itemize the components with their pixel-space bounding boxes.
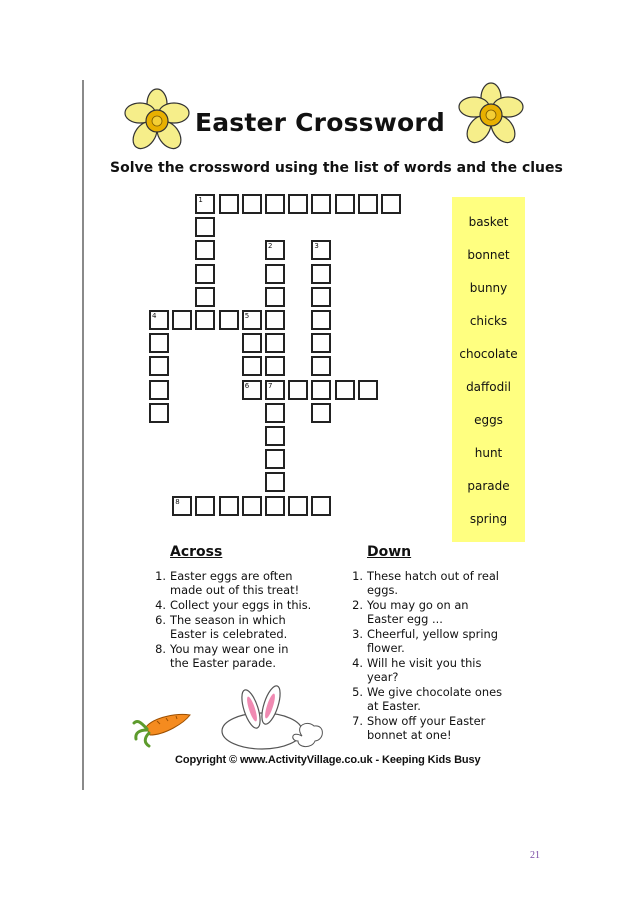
down-clue-text: flower. (367, 641, 405, 655)
crossword-cell (265, 333, 285, 353)
word-list-item: chocolate (459, 347, 518, 361)
bunny-icon (214, 678, 326, 752)
down-clue-number: 2. (352, 598, 363, 612)
crossword-cell (265, 426, 285, 446)
crossword-cell (219, 194, 239, 214)
crossword-cell (265, 496, 285, 516)
down-clue-text: Easter egg ... (367, 612, 443, 626)
crossword-number: 6 (244, 381, 250, 390)
down-clue-text: eggs. (367, 583, 399, 597)
down-clue-text: Show off your Easter (367, 714, 486, 728)
crossword-cell (311, 403, 331, 423)
crossword-cell (242, 356, 262, 376)
crossword-cell (149, 333, 169, 353)
crossword-cell (242, 194, 262, 214)
across-clue-text: Easter eggs are often (170, 569, 293, 583)
down-clue-text: We give chocolate ones (367, 685, 503, 699)
crossword-cell (195, 287, 215, 307)
crossword-number: 3 (314, 242, 319, 251)
down-heading: Down (367, 544, 412, 560)
word-list-item: hunt (474, 446, 503, 460)
crossword-cell (219, 496, 239, 516)
word-list-item: eggs (474, 413, 503, 427)
crossword-cell (311, 356, 331, 376)
crossword-cell (358, 380, 378, 400)
crossword-cell (381, 194, 401, 214)
crossword-cell (265, 194, 285, 214)
across-clue-text: You may wear one in (170, 642, 289, 656)
crossword-cell (358, 194, 378, 214)
word-list-item: bunny (469, 281, 508, 295)
down-clue-text: Will he visit you this (367, 656, 482, 670)
crossword-number: 5 (244, 312, 250, 320)
crossword-cell (265, 356, 285, 376)
across-clue-number: 8. (155, 642, 166, 656)
copyright-text: Copyright © www.ActivityVillage.co.uk - Keeping Kids Busy (175, 754, 481, 766)
across-clue-text: Collect your eggs in this. (170, 598, 312, 612)
crossword-cell (149, 380, 169, 400)
crossword-cell (311, 264, 331, 284)
crossword-cell (195, 496, 215, 516)
across-clue-text: Easter is celebrated. (170, 627, 288, 641)
crossword-cell (335, 194, 355, 214)
crossword-cell (242, 496, 262, 516)
down-clue-text: at Easter. (367, 699, 421, 713)
word-list-item: daffodil (466, 380, 511, 394)
word-list-item: parade (467, 479, 510, 493)
crossword-cell (172, 310, 192, 330)
crossword-cell (149, 356, 169, 376)
across-heading: Across (170, 544, 223, 560)
crossword-number: 1 (198, 196, 203, 204)
crossword-cell (335, 380, 355, 400)
across-clue-number: 6. (155, 613, 166, 627)
word-list-panel (452, 197, 525, 542)
across-clue-number: 1. (155, 569, 166, 583)
down-clue-text: You may go on an (367, 598, 469, 612)
crossword-cell (195, 217, 215, 237)
page-number: 21 (530, 850, 540, 861)
crossword-cell (149, 403, 169, 423)
across-clue-number: 4. (155, 598, 166, 612)
crossword-cell (265, 403, 285, 423)
crossword-cell (265, 449, 285, 469)
across-clue-text: The season in which (170, 613, 286, 627)
crossword-number: 7 (268, 381, 273, 390)
crossword-cell (311, 310, 331, 330)
crossword-cell (311, 287, 331, 307)
word-list-item: bonnet (467, 248, 510, 262)
crossword-number: 2 (268, 242, 273, 251)
crossword-cell (288, 194, 308, 214)
crossword-cell (195, 310, 215, 330)
down-clue-text: Cheerful, yellow spring (367, 627, 498, 641)
crossword-cell (311, 194, 331, 214)
crossword-cell (311, 380, 331, 400)
crossword-cell (288, 496, 308, 516)
crossword-cell (265, 287, 285, 307)
crossword-cell (242, 333, 262, 353)
down-clue-number: 7. (352, 714, 363, 728)
down-clue-number: 5. (352, 685, 363, 699)
down-clue-text: year? (367, 670, 399, 684)
crossword-cell (195, 264, 215, 284)
word-list-item: spring (469, 512, 508, 526)
crossword-number: 8 (175, 497, 180, 506)
across-clue-text: the Easter parade. (170, 656, 276, 670)
across-clue-text: made out of this treat! (170, 583, 300, 597)
across-clues (150, 545, 325, 675)
crossword-number: 4 (152, 312, 157, 320)
down-clue-text: bonnet at one! (367, 728, 452, 742)
down-clue-number: 3. (352, 627, 363, 641)
carrot-icon (132, 705, 194, 749)
crossword-cell (265, 310, 285, 330)
crossword-cell (195, 240, 215, 260)
page-subtitle: Solve the crossword using the list of words and the clues (110, 160, 563, 176)
down-clue-number: 4. (352, 656, 363, 670)
word-list-item: basket (468, 215, 509, 229)
crossword-cell (311, 333, 331, 353)
down-clue-text: These hatch out of real (367, 569, 499, 583)
word-list-item: chicks (469, 314, 508, 328)
crossword-cell (265, 264, 285, 284)
crossword-cell (288, 380, 308, 400)
crossword-cell (219, 310, 239, 330)
page-title: Easter Crossword (194, 108, 446, 137)
down-clues (347, 545, 517, 755)
crossword-cell (311, 496, 331, 516)
down-clue-number: 1. (352, 569, 363, 583)
crossword-cell (265, 472, 285, 492)
